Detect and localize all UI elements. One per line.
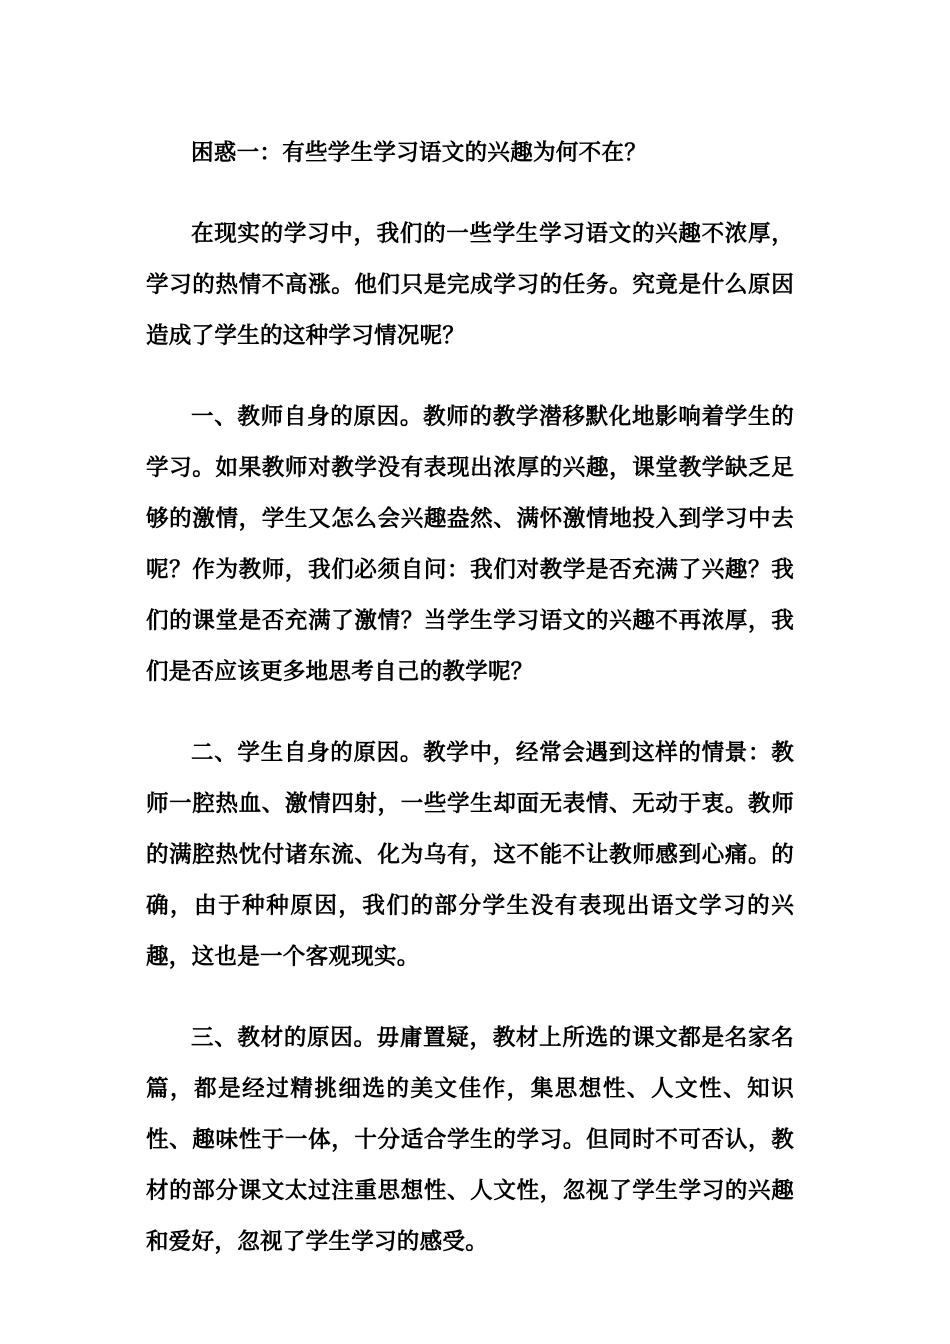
- document-heading: 困惑一：有些学生学习语文的兴趣为何不在？: [191, 140, 648, 166]
- document-page: [146, 128, 794, 1268]
- paragraph-student-reason: 二、学生自身的原因。教学中，经常会遇到这样的情景：教师一腔热血、激情四射，一些学生却面无表情、无动于衷。教师的满腔热忱付诸东流、化为乌有，这不能不让教师感到心痛。的确，由于种种原因，我们的部分学生没有表现出语文学习的兴趣，这也是一个客观现实。: [146, 740, 794, 970]
- paragraph-intro: 在现实的学习中，我们的一些学生学习语文的兴趣不浓厚，学习的热情不高涨。他们只是完成学习的任务。究竟是什么原因造成了学生的这种学习情况呢？: [146, 221, 794, 349]
- paragraph-textbook-reason: 三、教材的原因。毋庸置疑，教材上所选的课文都是名家名篇，都是经过精挑细选的美文佳作，集思想性、人文性、知识性、趣味性于一体，十分适合学生的学习。但同时不可否认，教材的部分课文太过注重思想性、人文性，忽视了学生学习的兴趣和爱好，忽视了学生学习的感受。: [146, 1025, 794, 1255]
- paragraph-teacher-reason: 一、教师自身的原因。教师的教学潜移默化地影响着学生的学习。如果教师对教学没有表现出浓厚的兴趣，课堂教学缺乏足够的激情，学生又怎么会兴趣盎然、满怀激情地投入到学习中去呢？作为教师，我们必须自问：我们对教学是否充满了兴趣？我们的课堂是否充满了激情？当学生学习语文的兴趣不再浓厚，我们是否应该更多地思考自己的教学呢？: [146, 404, 794, 685]
